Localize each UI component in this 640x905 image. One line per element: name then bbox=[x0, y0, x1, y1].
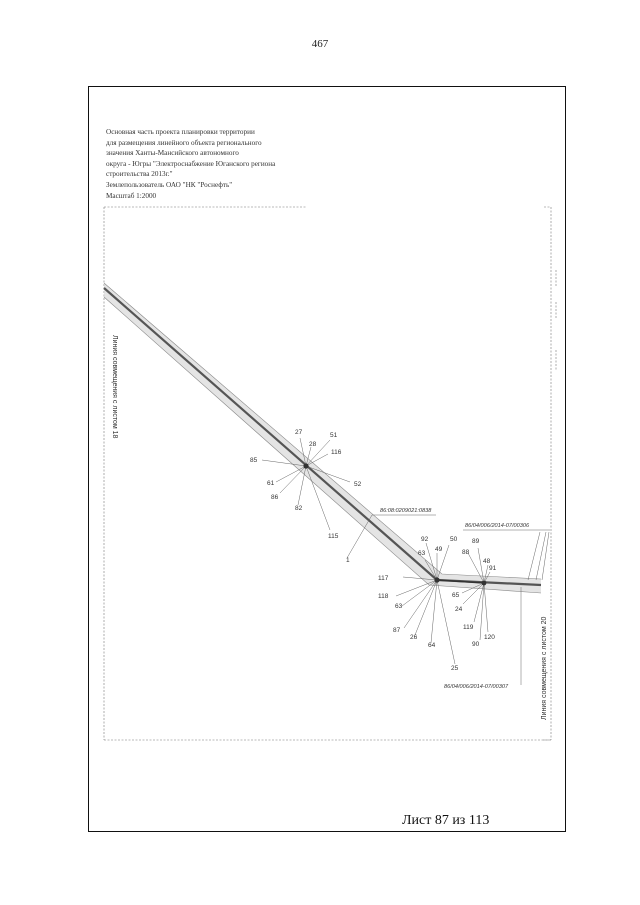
match-line-left: Линия совмещения с листом 18 bbox=[111, 335, 118, 439]
point-label: 116 bbox=[331, 449, 342, 456]
point-label: 28 bbox=[309, 441, 317, 448]
point-label: 118 bbox=[378, 593, 389, 600]
point-label: 1 bbox=[346, 557, 350, 564]
sheet-label: Лист 87 из 113 bbox=[402, 813, 490, 828]
point-label: 92 bbox=[421, 536, 429, 543]
point-label: 61 bbox=[267, 480, 275, 487]
cadastral-label: 86/04/006/2014-07/00306 bbox=[465, 523, 530, 529]
point-label: 87 bbox=[393, 627, 401, 634]
point-label: 91 bbox=[489, 565, 497, 572]
cadastral-label: 86/04/006/2014-07/00307 bbox=[444, 684, 509, 690]
point-label: 117 bbox=[378, 575, 389, 582]
title-line: значения Ханты-Мансийского автономного bbox=[106, 149, 239, 158]
point-labels bbox=[250, 429, 497, 672]
point-label: 24 bbox=[455, 606, 463, 613]
point-label: 85 bbox=[250, 457, 258, 464]
point-label: 48 bbox=[483, 558, 491, 565]
point-label: 82 bbox=[295, 505, 303, 512]
point-label: 49 bbox=[435, 546, 443, 553]
point-label: 65 bbox=[452, 592, 460, 599]
point-label: 89 bbox=[472, 538, 480, 545]
point-label: 27 bbox=[295, 429, 303, 436]
point-label: 86 bbox=[271, 494, 279, 501]
land-user-line: Землепользователь ОАО "НК "Роснефть" bbox=[106, 180, 233, 189]
title-line: строительства 2013г." bbox=[106, 170, 173, 179]
point-label: 25 bbox=[451, 665, 459, 672]
point-label: 119 bbox=[463, 624, 474, 631]
pipeline-corridor bbox=[104, 283, 541, 593]
point-label: 26 bbox=[410, 634, 418, 641]
point-label: 63 bbox=[418, 550, 426, 557]
point-label: 50 bbox=[450, 536, 458, 543]
title-line: округа - Югры "Электроснабжение Юганского региона bbox=[106, 159, 276, 168]
point-label: 120 bbox=[484, 634, 495, 641]
point-label: 115 bbox=[328, 533, 339, 540]
match-line-right: Линия совмещения с листом 20 bbox=[541, 616, 548, 720]
drawing-boundary bbox=[104, 207, 551, 740]
point-label: 51 bbox=[330, 432, 338, 439]
point-label: 90 bbox=[472, 641, 480, 648]
title-line: Основная часть проекта планировки территории bbox=[106, 128, 255, 136]
page-number: 467 bbox=[311, 38, 329, 50]
point-label: 88 bbox=[462, 549, 470, 556]
scale-line: Масштаб 1:2000 bbox=[106, 191, 157, 200]
point-label: 52 bbox=[354, 481, 362, 488]
title-line: для размещения линейного объекта регионального bbox=[106, 138, 262, 147]
cadastral-label: 86:08:0209021:0838 bbox=[380, 508, 432, 514]
point-label: 63 bbox=[395, 603, 403, 610]
point-label: 64 bbox=[428, 642, 436, 649]
cadastral-leaders bbox=[347, 515, 550, 685]
